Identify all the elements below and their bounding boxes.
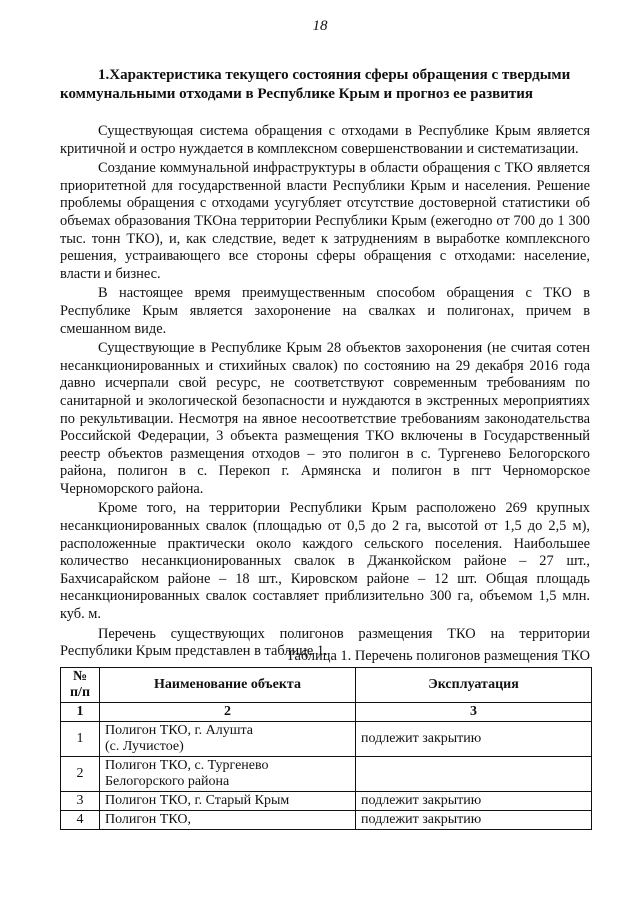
object-name-line: Полигон ТКО, с. Тургенево: [105, 758, 269, 773]
object-name-line: Полигон ТКО, г. Старый Крым: [105, 793, 290, 808]
row-object-name: [100, 792, 356, 811]
row-object-name: [100, 722, 356, 757]
object-name-line: Полигон ТКО,: [105, 812, 191, 827]
index-cell: 1: [61, 703, 100, 722]
table-row: [61, 792, 592, 811]
row-number: 2: [61, 757, 100, 792]
paragraph: Существующие в Республике Крым 28 объектов захоронения (не считая сотен несанкционированных и стихийных свалок) по состоянию на 29 декабря 2016 года давно исчерпали свой ресурс, не соответствуют современным требованиям по санитарной и экологической безопасности и нуждаются в экстренных мероприятиях по рекультивации. Несмотря на явное несоответствие требованиям законодательства Российской Федерации, 3 объекта размещения ТКО включены в Государственный реестр объектов размещения отходов – это полигон в с. Тургенево Белогорского района, полигон в с. Перекоп г. Армянска и полигон в пгт Черноморское Черноморского района.: [60, 340, 590, 497]
landfill-table: [60, 667, 592, 830]
object-name-line: (с. Лучистое): [105, 739, 184, 754]
table-row: [61, 757, 592, 792]
table-header-row: [61, 668, 592, 703]
table-row: [61, 722, 592, 757]
row-number: 4: [61, 811, 100, 830]
paragraph: Создание коммунальной инфраструктуры в области обращения с ТКО является приоритетной для государственной власти Республики Крым и населения. Решение проблемы обращения с отходами усугубляет отсутствие достоверной статистики об объемах образования ТКОна территории Республики Крым (ежегодно от 700 до 1 300 тыс. тонн ТКО), и, как следствие, ведет к затруднениям в выработке комплексного решения, устраивающего все стороны сферы обращения с отходами: население, власти и бизнес.: [60, 160, 590, 282]
row-status: [356, 757, 592, 792]
header-number: № п/п: [61, 668, 100, 703]
row-status: подлежит закрытию: [356, 722, 592, 757]
row-status: подлежит закрытию: [356, 792, 592, 811]
paragraph: Перечень существующих полигонов размещения ТКО на территории Республики Крым представлен в таблице 1.: [60, 625, 590, 660]
row-object-name: [100, 811, 356, 830]
row-number: 3: [61, 792, 100, 811]
header-object-name: Наименование объекта: [100, 668, 356, 703]
section-title: [60, 66, 590, 104]
paragraph: Кроме того, на территории Республики Крым расположено 269 крупных несанкционированных свалок (площадью от 0,5 до 2 га, высотой от 1,5 до 2,5 м), расположенные практически около каждого сельского поселения. Наибольшее количество несанкционированных свалок в Джанкойском районе – 27 шт., Бахчисарайском районе – 18 шт., Кировском районе – 12 шт. Общая площадь несанкционированных свалок составляет приблизительно 300 га, объемом 1,5 млн. куб. м.: [60, 500, 590, 623]
table-row: [61, 811, 592, 830]
index-cell: 3: [356, 703, 592, 722]
table-caption: Таблица 1. Перечень полигонов размещения ТКО: [286, 648, 590, 664]
body-text: [60, 123, 590, 663]
table-index-row: [61, 703, 592, 722]
index-cell: 2: [100, 703, 356, 722]
section-title-line-2: коммунальными отходами в Республике Крым и прогноз ее развития: [60, 86, 533, 102]
row-number: 1: [61, 722, 100, 757]
paragraph: Существующая система обращения с отходами в Республике Крым является критичной и остро нуждается в комплексном совершенствовании и систематизации.: [60, 123, 590, 157]
object-name-line: Белогорского района: [105, 774, 230, 789]
section-title-line-1: 1.Характеристика текущего состояния сферы обращения с твердыми: [98, 67, 571, 83]
paragraph: В настоящее время преимущественным способом обращения с ТКО в Республике Крым является захоронение на свалках и полигонах, причем в смешанном виде.: [60, 285, 590, 337]
row-object-name: [100, 757, 356, 792]
row-status: подлежит закрытию: [356, 811, 592, 830]
page-number: 18: [312, 18, 328, 34]
header-operation: Эксплуатация: [356, 668, 592, 703]
object-name-line: Полигон ТКО, г. Алушта: [105, 723, 253, 738]
